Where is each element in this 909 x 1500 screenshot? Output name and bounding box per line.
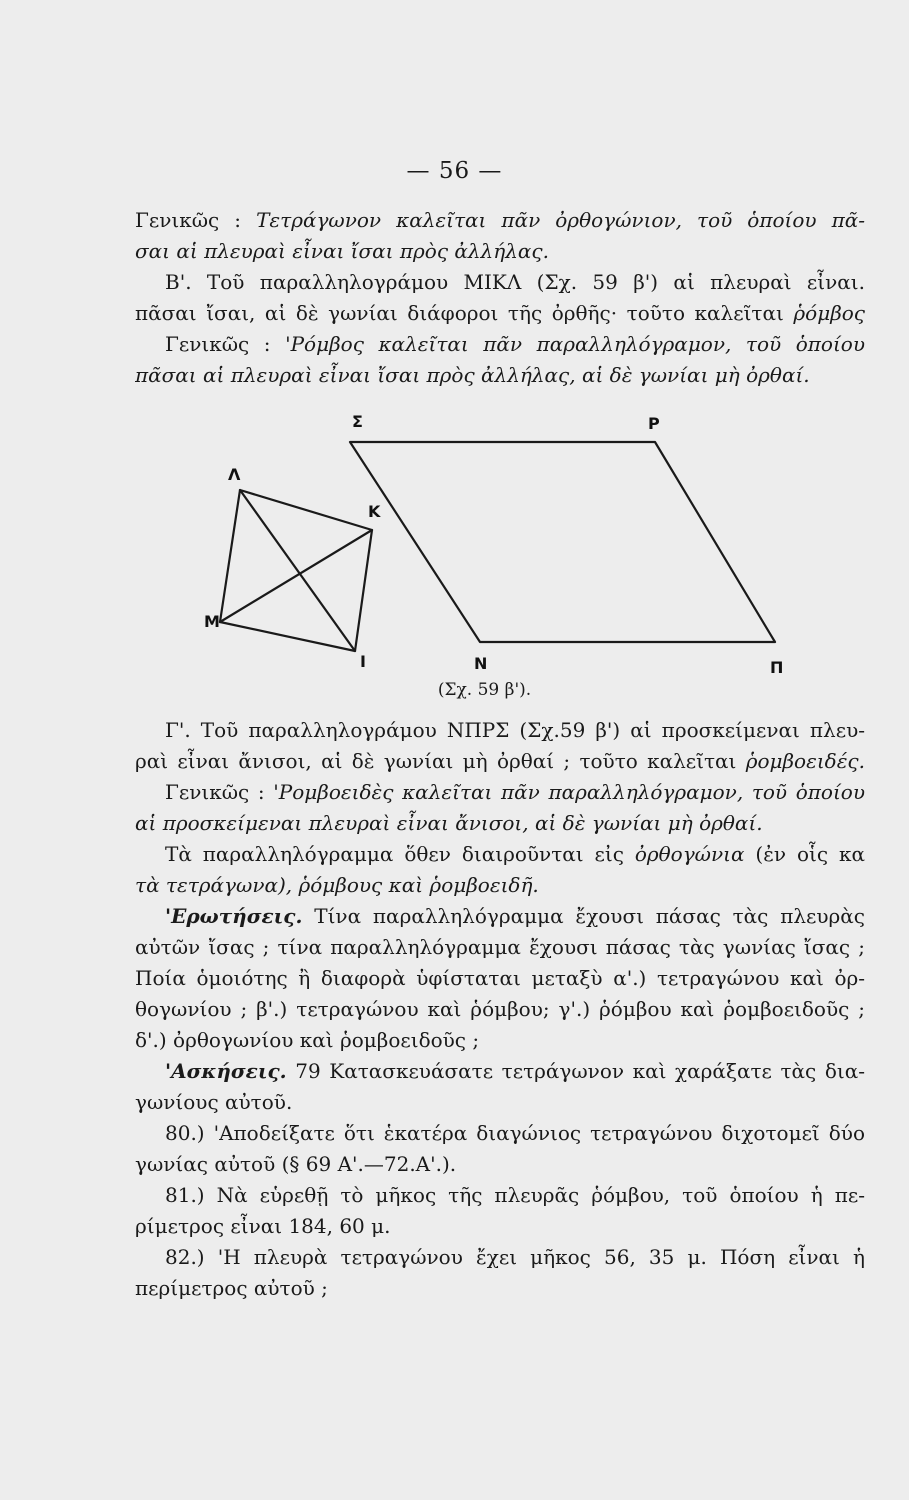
text-line: Γ'. Τοῦ παραλληλογράμου ΝΠΡΣ (Σχ.59 β') αἱ προσκείμεναι πλευ- — [165, 718, 865, 742]
text-line: 80.) 'Αποδείξατε ὅτι ἑκατέρα διαγώνιος τετραγώνου διχοτομεῖ δύο — [165, 1121, 865, 1145]
text-line: 81.) Νὰ εὑρεθῇ τὸ μῆκος τῆς πλευρᾶς ῥόμβου, τοῦ ὁποίου ἡ πε- — [165, 1183, 865, 1207]
vertex-label: Ι — [360, 652, 366, 671]
text-line: 82.) 'Η πλευρὰ τετραγώνου ἔχει μῆκος 56, 35 μ. Πόση εἶναι ἡ — [165, 1245, 865, 1269]
vertex-label: Κ — [368, 502, 381, 521]
text-line: Γενικῶς : 'Ρομβοειδὲς καλεῖται πᾶν παραλληλόγραμον, τοῦ ὁποίου — [165, 780, 865, 804]
figure-caption: (Σχ. 59 β'). — [437, 680, 532, 700]
vertex-label: Σ — [352, 412, 363, 431]
text-line: πᾶσαι αἱ πλευραὶ εἶναι ἴσαι πρὸς ἀλλήλας, αἱ δὲ γωνίαι μὴ ὀρθαί. — [135, 363, 810, 387]
text-line: 'Ασκήσεις. 79 Κατασκευάσατε τετράγωνον καὶ χαράξατε τὰς δια- — [165, 1059, 865, 1083]
text-line: Β'. Τοῦ παραλληλογράμου ΜΙΚΛ (Σχ. 59 β') αἱ πλευραὶ εἶναι. — [165, 270, 865, 294]
text-line: Γενικῶς : 'Ρόμβος καλεῖται πᾶν παραλληλόγραμον, τοῦ ὁποίου — [165, 332, 865, 356]
text-line: αἱ προσκείμεναι πλευραὶ εἶναι ἄνισοι, αἱ δὲ γωνίαι μὴ ὀρθαί. — [135, 811, 763, 835]
rhombus-shape — [220, 490, 372, 651]
text-block-bottom — [135, 715, 865, 1304]
text-line: Τὰ παραλληλόγραμμα ὅθεν διαιροῦνται εἰς ὀρθογώνια (ἐν οἷς κα — [165, 842, 865, 866]
text-line: ρίμετρος εἶναι 184, 60 μ. — [135, 1214, 391, 1238]
parallelogram-shape — [350, 442, 775, 642]
vertex-label: Π — [770, 658, 784, 677]
text-line: 'Ερωτήσεις. Τίνα παραλληλόγραμμα ἔχουσι πάσας τὰς πλευρὰς — [165, 904, 865, 928]
rhombus-diagonal — [220, 530, 372, 622]
text-line: Ποία ὁμοιότης ἢ διαφορὰ ὑφίσταται μεταξὺ α'.) τετραγώνου καὶ ὀρ- — [135, 966, 865, 990]
text-block-top — [135, 205, 865, 391]
text-line: δ'.) ὀρθογωνίου καὶ ῥομβοειδοῦς ; — [135, 1028, 480, 1052]
text-line: θογωνίου ; β'.) τετραγώνου καὶ ῥόμβου; γ'.) ῥόμβου καὶ ῥομβοειδοῦς ; — [135, 997, 865, 1021]
vertex-label: Λ — [228, 465, 241, 484]
text-line: περίμετρος αὐτοῦ ; — [135, 1276, 328, 1300]
rhombus-diagonal — [240, 490, 355, 651]
text-line: ραὶ εἶναι ἄνισοι, αἱ δὲ γωνίαι μὴ ὀρθαί ; τοῦτο καλεῖται ῥομβοειδές. — [135, 749, 865, 773]
text-line: Γενικῶς : Τετράγωνον καλεῖται πᾶν ὀρθογώνιον, τοῦ ὁποίου πᾶ- — [135, 208, 865, 232]
text-line: σαι αἱ πλευραὶ εἶναι ἴσαι πρὸς ἀλλήλας. — [135, 239, 549, 263]
text-line: γωνίας αὐτοῦ (§ 69 Α'.—72.Α'.). — [135, 1152, 457, 1176]
text-line: τὰ τετράγωνα), ῥόμβους καὶ ῥομβοειδῆ. — [135, 873, 539, 897]
text-line: πᾶσαι ἴσαι, αἱ δὲ γωνίαι διάφοροι τῆς ὀρθῆς· τοῦτο καλεῖται ῥόμβος — [135, 301, 865, 325]
text-line: αὐτῶν ἴσας ; τίνα παραλληλόγραμμα ἔχουσι πάσας τὰς γωνίας ἴσας ; — [135, 935, 865, 959]
text-line: γωνίους αὐτοῦ. — [135, 1090, 293, 1114]
figure-drawing — [190, 405, 800, 695]
vertex-label: Μ — [204, 612, 220, 631]
vertex-label: Ρ — [648, 414, 660, 433]
figure-59b — [190, 405, 800, 695]
page-number: — 56 — — [406, 158, 503, 184]
vertex-label: Ν — [474, 654, 488, 673]
